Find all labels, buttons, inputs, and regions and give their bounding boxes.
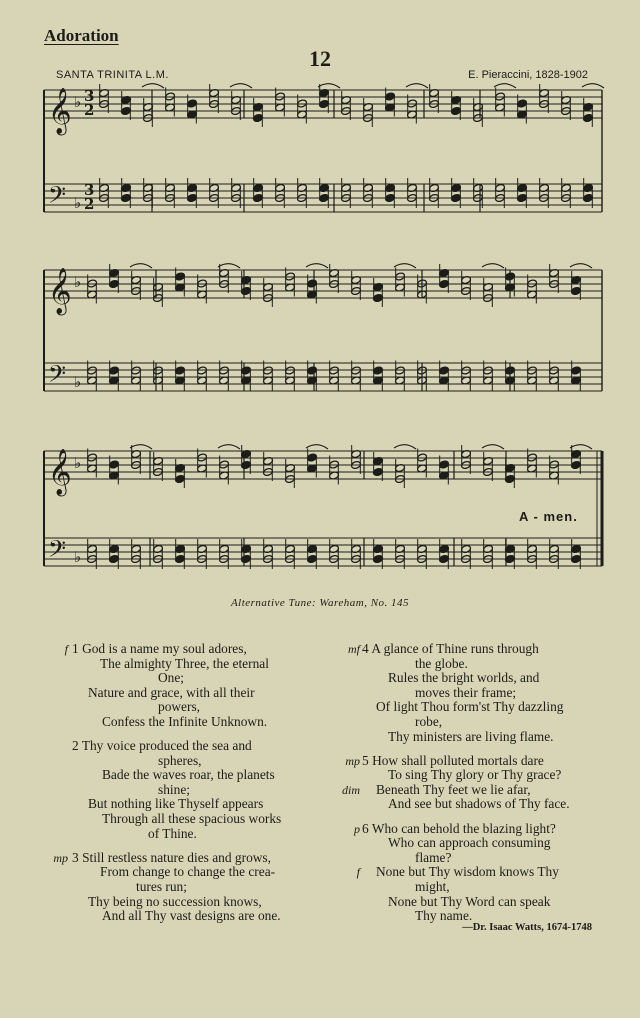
time-signature: 3 xyxy=(84,181,95,199)
verse-line: To sing Thy glory or Thy grace? xyxy=(388,767,562,783)
slur xyxy=(218,264,240,268)
stanza-6 xyxy=(330,822,610,924)
flat-sign-icon: ♭ xyxy=(74,93,82,111)
tune-name: SANTA TRINITA L.M. xyxy=(56,69,169,81)
slur xyxy=(582,84,604,88)
note-head xyxy=(439,366,450,375)
verse-line: Bade the waves roar, the planets xyxy=(102,767,275,783)
hymn-number: 12 xyxy=(309,46,331,71)
stanza-number: 6 xyxy=(362,820,369,836)
slur xyxy=(482,445,504,449)
bass-clef-icon: 𝄢 xyxy=(48,360,67,393)
verse-line: The almighty Three, the eternal xyxy=(100,655,269,671)
flat-sign-icon: ♭ xyxy=(74,548,82,566)
verse-line: Confess the Infinite Unknown. xyxy=(102,713,268,729)
stanza-3 xyxy=(40,851,330,924)
slur xyxy=(482,264,504,268)
dynamic-mark: mp xyxy=(53,850,68,865)
verse-line: of Thine. xyxy=(148,825,197,841)
verse-line: None but Thy wisdom knows Thy xyxy=(376,864,559,880)
note-head xyxy=(121,106,132,115)
note-head xyxy=(571,366,582,375)
stanza-number: 4 xyxy=(362,641,369,656)
note-head xyxy=(571,286,582,295)
note-head xyxy=(319,99,330,108)
slur xyxy=(130,264,152,268)
stanza-number: 2 xyxy=(72,738,79,754)
amen-text: A - men. xyxy=(519,509,578,524)
stanza-1 xyxy=(40,642,330,730)
note-head xyxy=(109,460,120,469)
verse-line: Who can behold the blazing light? xyxy=(371,820,556,836)
slur xyxy=(394,445,416,449)
verse-line: God is a name my soul adores, xyxy=(82,641,247,656)
verse-line: the globe. xyxy=(415,655,468,671)
note-head xyxy=(307,366,318,375)
stanza-2 xyxy=(40,739,330,841)
verse-line: And see but shadows of Thy face. xyxy=(388,796,570,812)
note-head xyxy=(319,193,330,202)
note-head xyxy=(307,554,318,563)
verse-line: A glance of Thine runs through xyxy=(371,641,539,656)
verse-line: And all Thy vast designs are one. xyxy=(102,908,281,924)
treble-clef-icon: 𝄞 xyxy=(48,449,72,495)
note-head xyxy=(439,554,450,563)
note-head xyxy=(253,193,264,202)
verse-line: But nothing like Thyself appears xyxy=(88,796,264,812)
slur xyxy=(406,84,428,88)
note-head xyxy=(571,460,582,469)
note-head xyxy=(583,113,594,122)
verses-left-column xyxy=(40,642,330,933)
treble-clef-icon: 𝄞 xyxy=(48,88,72,134)
note-head xyxy=(241,286,252,295)
note-head xyxy=(439,279,450,288)
note-head xyxy=(307,453,318,462)
note-head xyxy=(373,293,384,302)
stanza-number: 1 xyxy=(72,641,79,656)
note-head xyxy=(187,99,198,108)
slur xyxy=(570,264,592,268)
slur xyxy=(130,445,152,449)
stanza-number: 5 xyxy=(362,752,369,768)
section-heading: Adoration xyxy=(44,26,119,45)
note-head xyxy=(583,193,594,202)
note-head xyxy=(121,193,132,202)
note-head xyxy=(451,106,462,115)
verses-right-column xyxy=(330,642,610,933)
slur xyxy=(318,84,340,88)
note-head xyxy=(373,554,384,563)
flat-sign-icon: ♭ xyxy=(74,373,82,391)
note-head xyxy=(175,366,186,375)
note-head xyxy=(505,272,516,281)
verse-line: powers, xyxy=(158,699,201,715)
note-head xyxy=(175,272,186,281)
verse-line: Rules the bright worlds, and xyxy=(388,670,540,686)
note-head xyxy=(373,366,384,375)
treble-clef-icon: 𝄞 xyxy=(48,268,72,314)
slur xyxy=(570,445,592,449)
dynamic-mark: p xyxy=(354,821,360,836)
note-head xyxy=(517,193,528,202)
note-head xyxy=(109,554,120,563)
verse-line: From change to change the crea- xyxy=(100,864,276,880)
verse-line: Who can approach consuming xyxy=(388,835,551,851)
verse-line: Of light Thou form'st Thy dazzling xyxy=(376,699,564,715)
stanza-number: 3 xyxy=(72,849,79,865)
note-head xyxy=(241,460,252,469)
slur xyxy=(218,445,240,449)
verse-line: Thy name. xyxy=(415,908,473,924)
alternative-tune: Alternative Tune: Wareham, No. 145 xyxy=(230,597,410,609)
stanza-4 xyxy=(330,642,610,744)
slur xyxy=(230,84,252,88)
bass-clef-icon: 𝄢 xyxy=(48,181,67,214)
note-head xyxy=(385,92,396,101)
verse-line: might, xyxy=(415,878,450,894)
note-head xyxy=(451,193,462,202)
verse-line: None but Thy Word can speak xyxy=(388,893,551,909)
slur xyxy=(306,445,328,449)
verse-line: How shall polluted mortals dare xyxy=(372,752,544,768)
slur xyxy=(494,84,516,88)
verse-line: One; xyxy=(158,670,185,686)
dynamic-mark: mp xyxy=(345,753,360,768)
dynamic-mark: dim xyxy=(342,782,360,797)
note-head xyxy=(385,193,396,202)
flat-sign-icon: ♭ xyxy=(74,194,82,212)
verse-line: flame? xyxy=(415,849,452,865)
dynamic-mark: f xyxy=(64,642,68,656)
verse-line: Thy ministers are living flame. xyxy=(388,728,554,744)
verse-line: tures run; xyxy=(136,878,187,894)
flat-sign-icon: ♭ xyxy=(74,273,82,291)
dynamic-mark: f xyxy=(356,865,360,880)
dynamic-mark: mf xyxy=(348,642,360,656)
verse-line: Nature and grace, with all their xyxy=(88,684,255,700)
slur xyxy=(394,264,416,268)
bass-clef-icon: 𝄢 xyxy=(48,535,67,568)
note-head xyxy=(307,279,318,288)
author-attribution: —Dr. Isaac Watts, 1674-1748 xyxy=(462,922,592,933)
slur xyxy=(306,264,328,268)
time-signature: 3 xyxy=(84,87,95,105)
note-head xyxy=(175,554,186,563)
note-head xyxy=(505,366,516,375)
verse-line: Thy being no succession knows, xyxy=(88,893,262,909)
verse-line: moves their frame; xyxy=(415,684,517,700)
note-head xyxy=(253,113,264,122)
note-head xyxy=(241,366,252,375)
note-head xyxy=(571,554,582,563)
verse-line: robe, xyxy=(415,713,443,729)
verse-line: shine; xyxy=(158,781,190,797)
verse-line: Thy voice produced the sea and xyxy=(81,738,252,754)
verse-line: Beneath Thy feet we lie afar, xyxy=(376,781,531,797)
slur xyxy=(142,84,164,88)
stanza-5 xyxy=(330,754,610,812)
time-signature: 2 xyxy=(84,101,95,119)
flat-sign-icon: ♭ xyxy=(74,454,82,472)
time-signature: 2 xyxy=(84,195,95,213)
note-head xyxy=(175,474,186,483)
composer: E. Pieraccini, 1828-1902 xyxy=(468,69,588,81)
verse-line: spheres, xyxy=(158,752,202,768)
note-head xyxy=(241,554,252,563)
note-head xyxy=(187,193,198,202)
note-head xyxy=(109,366,120,375)
verse-line: Still restless nature dies and grows, xyxy=(82,849,271,865)
note-head xyxy=(439,460,450,469)
note-head xyxy=(109,279,120,288)
note-head xyxy=(373,467,384,476)
note-head xyxy=(517,99,528,108)
verse-line: Through all these spacious works xyxy=(102,811,282,827)
